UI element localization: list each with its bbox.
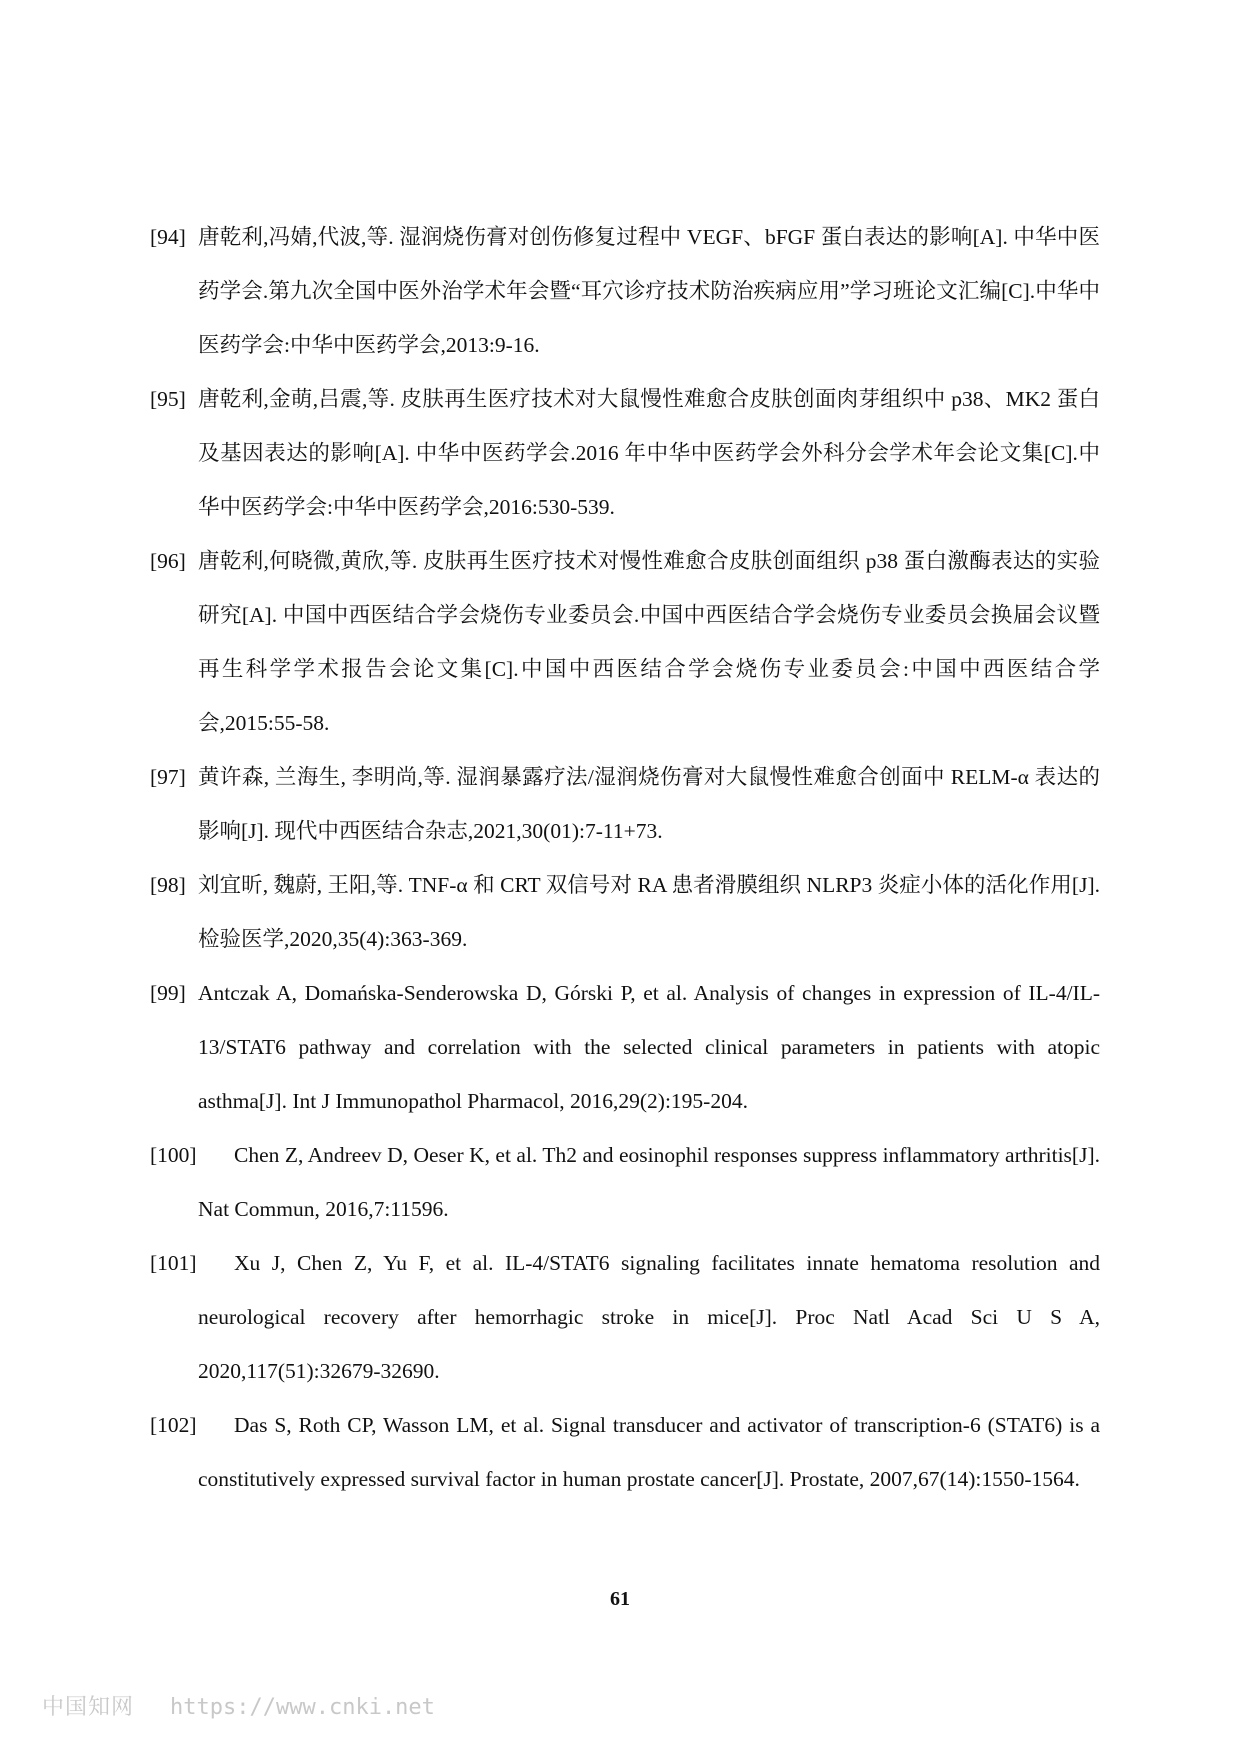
- reference-item: [150, 534, 1100, 750]
- watermark-site-name: 中国知网: [42, 1695, 135, 1720]
- reference-number: [97]: [150, 765, 186, 789]
- reference-number: [94]: [150, 225, 186, 249]
- reference-item: [150, 750, 1100, 858]
- reference-item: [150, 966, 1100, 1128]
- reference-text: Xu J, Chen Z, Yu F, et al. IL-4/STAT6 signaling facilitates innate hematoma resolution and neurological recovery after hemorrhagic stroke in mice[J]. Proc Natl Acad Sci U S A, 2020,117(51):32679-32690.: [198, 1251, 1100, 1383]
- reference-text: 唐乾利,何晓微,黄欣,等. 皮肤再生医疗技术对慢性难愈合皮肤创面组织 p38 蛋白激酶表达的实验研究[A]. 中国中西医结合学会烧伤专业委员会.中国中西医结合学会烧伤专业委员会换届会议暨再生科学学术报告会论文集[C].中国中西医结合学会烧伤专业委员会:中国中西医结合学会,2015:55-58.: [198, 549, 1100, 735]
- reference-item: [150, 1236, 1100, 1398]
- reference-text: Das S, Roth CP, Wasson LM, et al. Signal transducer and activator of transcription-6 (STAT6) is a constitutively expressed survival factor in human prostate cancer[J]. Prostate, 2007,67(14):1550-1564.: [198, 1413, 1100, 1491]
- reference-item: [150, 1398, 1100, 1506]
- reference-text: 黄许森, 兰海生, 李明尚,等. 湿润暴露疗法/湿润烧伤膏对大鼠慢性难愈合创面中 RELM-α 表达的影响[J]. 现代中西医结合杂志,2021,30(01):7-11+73.: [198, 765, 1100, 843]
- reference-number: [99]: [150, 981, 186, 1005]
- reference-number: [95]: [150, 387, 186, 411]
- cnki-watermark: [42, 1690, 435, 1721]
- reference-number: [100]: [150, 1143, 197, 1167]
- reference-number: [96]: [150, 549, 186, 573]
- reference-text: 刘宜昕, 魏蔚, 王阳,等. TNF-α 和 CRT 双信号对 RA 患者滑膜组织 NLRP3 炎症小体的活化作用[J]. 检验医学,2020,35(4):363-369.: [198, 873, 1100, 951]
- reference-text: 唐乾利,冯婧,代波,等. 湿润烧伤膏对创伤修复过程中 VEGF、bFGF 蛋白表达的影响[A]. 中华中医药学会.第九次全国中医外治学术年会暨“耳穴诊疗技术防治疾病应用”学习班论文汇编[C].中华中医药学会:中华中医药学会,2013:9-16.: [198, 225, 1100, 357]
- reference-item: [150, 210, 1100, 372]
- reference-text: Antczak A, Domańska-Senderowska D, Górski P, et al. Analysis of changes in expression of IL-4/IL-13/STAT6 pathway and correlation with the selected clinical parameters in patients with atopic asthma[J]. Int J Immunopathol Pharmacol, 2016,29(2):195-204.: [198, 981, 1100, 1113]
- reference-item: [150, 1128, 1100, 1236]
- reference-text: Chen Z, Andreev D, Oeser K, et al. Th2 and eosinophil responses suppress inflammatory arthritis[J]. Nat Commun, 2016,7:11596.: [198, 1143, 1100, 1221]
- reference-number: [101]: [150, 1251, 197, 1275]
- reference-list: [150, 210, 1100, 1506]
- reference-text: 唐乾利,金萌,吕震,等. 皮肤再生医疗技术对大鼠慢性难愈合皮肤创面肉芽组织中 p38、MK2 蛋白及基因表达的影响[A]. 中华中医药学会.2016 年中华中医药学会外科分会学术年会论文集[C].中华中医药学会:中华中医药学会,2016:530-539.: [198, 387, 1100, 519]
- reference-number: [98]: [150, 873, 186, 897]
- reference-number: [102]: [150, 1413, 197, 1437]
- page-number: 61: [610, 1588, 630, 1610]
- reference-item: [150, 372, 1100, 534]
- watermark-url: https://www.cnki.net: [170, 1695, 435, 1720]
- reference-item: [150, 858, 1100, 966]
